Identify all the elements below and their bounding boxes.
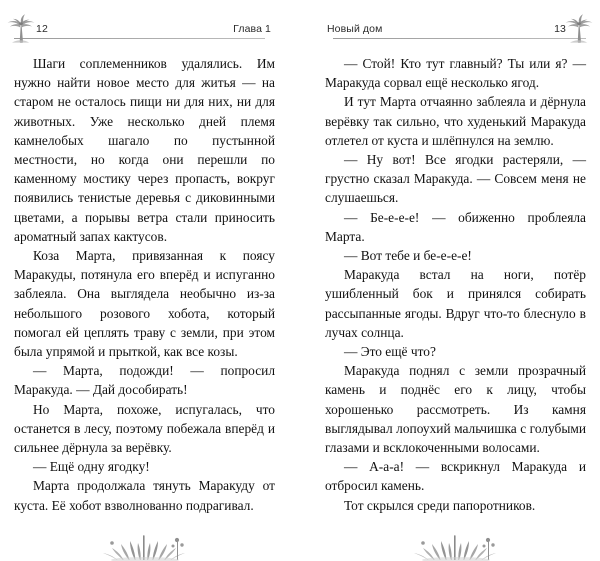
body-text-left <box>14 44 275 515</box>
body-text-right <box>325 44 586 515</box>
folio-right: 13 <box>554 23 566 35</box>
paragraph: — Это ещё что? <box>344 344 436 360</box>
paragraph: Марта продолжала тянуть Маракуду от куста. Её хобот взволнованно подрагивал. <box>14 478 275 513</box>
footer-ornament-left <box>14 515 275 561</box>
paragraph: Тот скрылся среди папоротников. <box>344 497 536 513</box>
paragraph: Маракуда встал на ноги, потёр ушибленный бок и принялся собирать рассыпанные ягоды. Вдруг что-то блеснуло в лучах солнца. <box>325 267 586 340</box>
paragraph: — Стой! Кто тут главный? Ты или я? — Маракуда сорвал ещё несколько ягод. <box>325 56 586 91</box>
paragraph: — Бе-е-е-е! — обиженно проблеяла Марта. <box>325 209 586 244</box>
paragraph: — Ещё одну ягодку! <box>33 459 150 475</box>
running-title-left: Глава 1 <box>233 23 271 35</box>
paragraph: Коза Марта, привязанная к поясу Маракуды, потянула его вперёд и испуганно заблеяла. Она выглядела необычно из-за небольшого розового хобота, который помогал ей цеплять траву с земли, при этом была упрямой и прыткой, как все козы. <box>14 248 275 360</box>
paragraph: — А-а-а! — вскрикнул Маракуда и отбросил камень. <box>325 459 586 494</box>
header-rule-right <box>333 38 586 39</box>
paragraph: — Вот тебе и бе-е-е-е! <box>344 248 472 264</box>
page-right <box>300 0 600 513</box>
running-head-right <box>325 18 586 44</box>
folio-left: 12 <box>36 23 48 35</box>
paragraph: Шаги соплеменников удалялись. Им нужно найти новое место для житья — на старом не осталось пищи ни для них, ни для животных. Уже несколько дней племя камнелобых шагало по пустынной местности, но когда они перешли по каменному мостику через пропасть, вокруг появились тенистые деревья с диковинными цветами, а порывы ветра стали приносить ароматный запах кактусов. <box>14 56 275 244</box>
paragraph: Маракуда поднял с земли прозрачный камень и поднёс его к лицу, чтобы хорошенько рассмотреть. Из камня выглядывал лопоухий мальчишка с голубыми глазами и всклокоченными волосами. <box>325 363 586 456</box>
running-head-left <box>14 18 275 44</box>
paragraph: И тут Марта отчаянно заблеяла и дёрнула верёвку так сильно, что худенький Маракуда отлетел от куста и шлёпнулся на землю. <box>325 94 586 148</box>
header-rule-left <box>14 38 265 39</box>
paragraph: — Ну вот! Все ягодки растеряли, — грустно сказал Маракуда. — Совсем меня не слушаешься. <box>325 152 586 206</box>
page-left <box>0 0 300 513</box>
footer-ornament-right <box>325 515 586 561</box>
paragraph: Но Марта, похоже, испугалась, что останется в лесу, поэтому побежала вперёд и сильнее дёрнула за верёвку. <box>14 401 275 456</box>
running-title-right: Новый дом <box>327 23 383 35</box>
paragraph: — Марта, подожди! — попросил Маракуда. — Дай дособирать! <box>14 363 275 398</box>
